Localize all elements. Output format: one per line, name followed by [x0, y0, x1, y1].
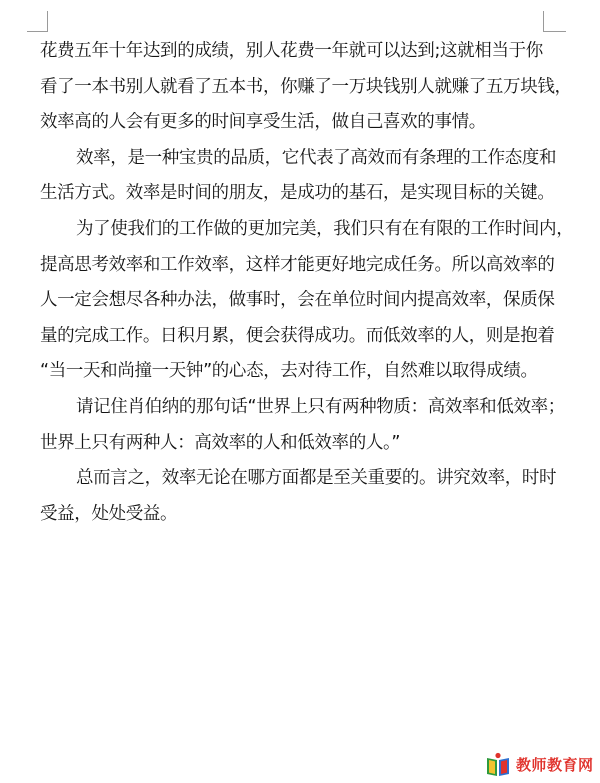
open-book-icon: [484, 751, 512, 779]
paragraph-5: [40, 461, 560, 532]
paragraph-2: [40, 141, 560, 212]
text-line: “当一天和尚撞一天钟”的心态，去对待工作，自然难以取得成绩。: [40, 361, 538, 382]
text-line: 人一定会想尽各种办法，做事时，会在单位时间内提高效率，保质保: [40, 290, 555, 311]
text-line: 世界上只有两种人：高效率的人和低效率的人。”: [40, 432, 401, 453]
text-line: 量的完成工作。日积月累，便会获得成功。而低效率的人，则是抱着: [40, 325, 555, 346]
paragraph-3: [40, 212, 574, 390]
text-line: 为了使我们的工作做的更加完美，我们只有在有限的工作时间内，: [76, 218, 574, 239]
text-line: 提高思考效率和工作效率，这样才能更好地完成任务。所以高效率的: [40, 254, 555, 275]
text-line: 看了一本书别人就看了五本书，你赚了一万块钱别人就赚了五万块钱，: [40, 76, 572, 97]
text-line: 请记住肖伯纳的那句话“世界上只有两种物质：高效率和低效率；: [76, 396, 565, 417]
watermark-text: 教师教育网: [516, 756, 594, 774]
text-line: 效率高的人会有更多的时间享受生活，做自己喜欢的事情。: [40, 112, 486, 133]
paragraph-1: [40, 34, 572, 141]
text-line: 花费五年十年达到的成绩，别人花费一年就可以达到;这就相当于你: [40, 41, 543, 61]
page-corner-mark-top-left: [27, 11, 48, 32]
text-line: 效率，是一种宝贵的品质，它代表了高效而有条理的工作态度和: [76, 147, 557, 168]
text-line: 总而言之，效率无论在哪方面都是至关重要的。讲究效率，时时: [76, 468, 557, 489]
text-line: 生活方式。效率是时间的朋友，是成功的基石，是实现目标的关键。: [40, 183, 555, 204]
page-corner-mark-top-right: [543, 11, 566, 32]
watermark-logo: [484, 751, 594, 779]
text-line: 受益，处处受益。: [40, 503, 178, 524]
paragraph-4: [40, 390, 565, 461]
document-body: [40, 34, 574, 532]
